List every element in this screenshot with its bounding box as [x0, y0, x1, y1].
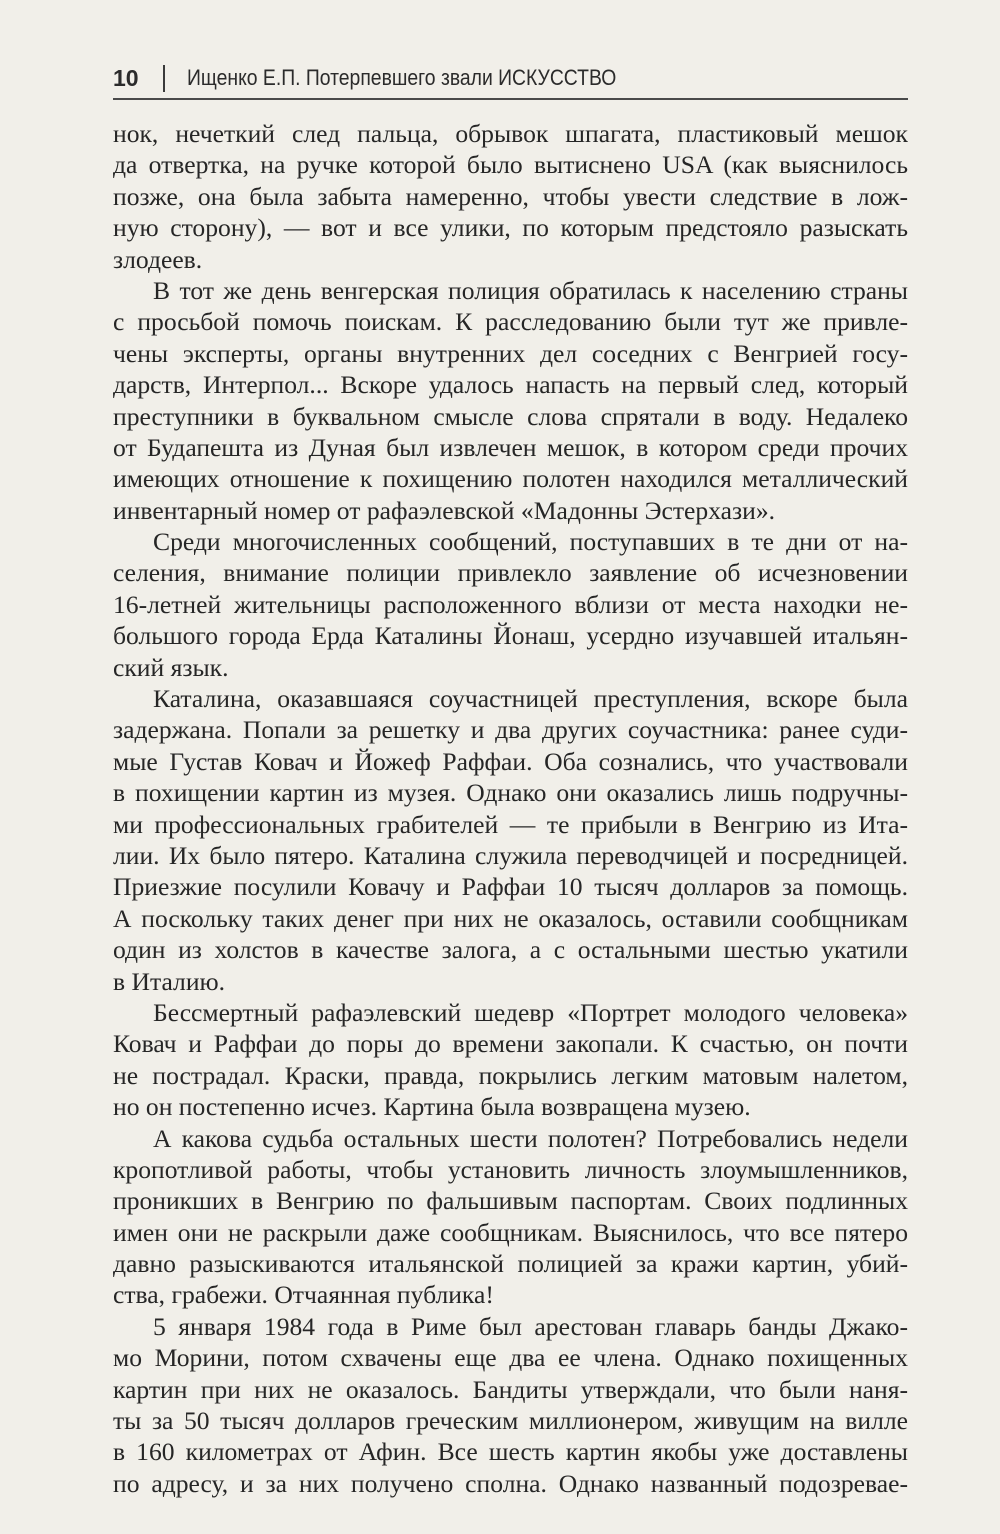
text-line: инвентарный номер от рафаэлевской «Мадонны Эстерхази». — [113, 495, 776, 525]
paragraph — [113, 275, 908, 526]
text-line: да отвертка, на ручке которой было вытиснено USA (как выяснилось — [113, 150, 908, 180]
text-line: позже, она была забыта намеренно, чтобы увести следствие в лож- — [113, 181, 908, 211]
text-line: А поскольку таких денег при них не оказалось, оставили сообщникам — [113, 903, 908, 933]
text-line: А какова судьба остальных шести полотен? Потребовались недели — [153, 1123, 908, 1153]
text-line: Среди многочисленных сообщений, поступавших в те дни от на- — [153, 527, 908, 557]
text-line: в Италию. — [113, 966, 226, 996]
running-title: Ищенко Е.П. Потерпевшего звали ИСКУССТВО — [186, 65, 616, 90]
text-line: задержана. Попали за решетку и два других соучастника: ранее суди- — [113, 715, 908, 745]
header-rule — [113, 98, 908, 100]
text-line: Приезжие посулили Ковачу и Раффаи 10 тысяч долларов за помощь. — [113, 872, 908, 902]
text-line: ми профессиональных грабителей — те прибыли в Венгрию из Ита- — [113, 809, 908, 839]
page-header — [113, 62, 908, 94]
text-line: не пострадал. Краски, правда, покрылись легким матовым налетом, — [113, 1060, 908, 1090]
text-line: мые Густав Ковач и Йожеф Раффаи. Оба сознались, что участвовали — [113, 746, 908, 776]
text-line: 5 января 1984 года в Риме был арестован главарь банды Джако- — [153, 1311, 908, 1341]
text-line: чены эксперты, органы внутренних дел соседних с Венгрией госу- — [113, 338, 908, 368]
text-line: Ковач и Раффаи до поры до времени закопали. К счастью, он почти — [113, 1029, 908, 1059]
paragraph — [113, 997, 908, 1123]
text-line: преступники в буквальном смысле слова спрятали в воду. Недалеко — [113, 401, 908, 431]
text-line: картин при них не оказалось. Бандиты утверждали, что были наня- — [113, 1374, 908, 1404]
text-line: лии. Их было пятеро. Каталина служила переводчицей и посредницей. — [113, 840, 908, 870]
text-line: ский язык. — [113, 652, 229, 682]
paragraph — [113, 683, 908, 997]
text-line: 16-летней жительницы расположенного вблизи от места находки не- — [113, 589, 908, 619]
paragraph — [113, 526, 908, 683]
text-line: имеющих отношение к похищению полотен находился металлический — [113, 464, 908, 494]
text-line: имен они не раскрыли даже сообщникам. Выяснилось, что все пятеро — [113, 1217, 908, 1247]
text-line: ства, грабежи. Отчаянная публика! — [113, 1280, 494, 1310]
paragraph — [113, 1311, 908, 1499]
text-line: в 160 километрах от Афин. Все шесть картин якобы уже доставлены — [113, 1437, 908, 1467]
text-line: давно разыскиваются итальянской полицией за кражи картин, убий- — [113, 1249, 908, 1279]
text-line: дарств, Интерпол... Вскоре удалось напасть на первый след, который — [113, 370, 908, 400]
text-line: злодеев. — [113, 244, 203, 274]
text-line: большого города Ерда Каталины Йонаш, усердно изучавшей итальян- — [113, 621, 908, 651]
text-line: селения, внимание полиции привлекло заявление об исчезновении — [113, 558, 908, 588]
text-line: ную сторону), — вот и все улики, по которым предстояло разыскать — [113, 213, 908, 243]
paragraph — [113, 118, 908, 275]
text-line: В тот же день венгерская полиция обратилась к населению страны — [153, 275, 908, 305]
text-line: Каталина, оказавшаяся соучастницей преступления, вскоре была — [153, 684, 908, 714]
text-line: ты за 50 тысяч долларов греческим миллионером, живущим на вилле — [113, 1406, 908, 1436]
text-line: с просьбой помочь поискам. К расследованию были тут же привле- — [113, 307, 908, 337]
text-line: от Будапешта из Дуная был извлечен мешок, в котором среди прочих — [113, 432, 908, 462]
text-line: мо Морини, потом схвачены еще два ее члена. Однако похищенных — [113, 1343, 908, 1373]
body-text — [113, 118, 908, 1499]
text-line: нок, нечеткий след пальца, обрывок шпагата, пластиковый мешок — [113, 119, 908, 148]
text-line: Бессмертный рафаэлевский шедевр «Портрет молодого человека» — [153, 997, 908, 1027]
text-line: один из холстов в качестве залога, а с остальными шестью укатили — [113, 935, 908, 965]
text-line: кропотливой работы, чтобы установить личность злоумышленников, — [113, 1154, 908, 1184]
paragraph — [113, 1123, 908, 1311]
text-line: но он постепенно исчез. Картина была возвращена музею. — [113, 1092, 751, 1122]
text-line: по адресу, и за них получено сполна. Однако названный подозревае- — [113, 1468, 908, 1498]
text-line: проникших в Венгрию по фальшивым паспортам. Своих подлинных — [113, 1186, 908, 1216]
text-line: в похищении картин из музея. Однако они оказались лишь подручны- — [113, 778, 908, 808]
page-number: 10 — [113, 64, 139, 91]
header-separator — [163, 65, 165, 92]
